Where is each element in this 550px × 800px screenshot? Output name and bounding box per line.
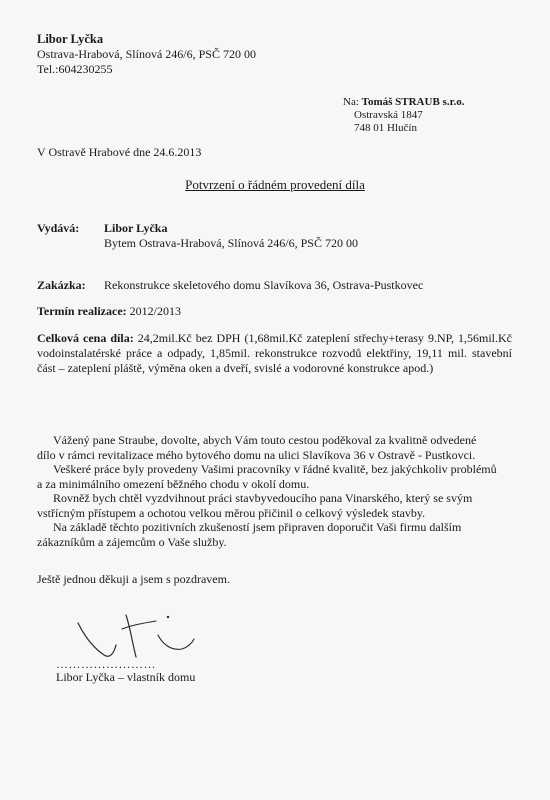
order-label: Zakázka: <box>37 278 86 292</box>
sender-name: Libor Lyčka <box>37 32 104 46</box>
term-value: 2012/2013 <box>129 304 181 318</box>
sender-phone: Tel.:604230255 <box>37 62 113 76</box>
closing-regards: Ještě jednou děkuji a jsem s pozdravem. <box>37 572 230 586</box>
handwritten-signature <box>70 605 210 665</box>
recipient-street: Ostravská 1847 <box>354 109 423 121</box>
signature-dots: …………………… <box>56 657 156 671</box>
issuer-address: Bytem Ostrava-Hrabová, Slínová 246/6, PSČ 720 00 <box>104 236 358 250</box>
term-label: Termín realizace: <box>37 304 127 318</box>
issuer-label: Vydává: <box>37 221 80 235</box>
recipient-block <box>343 96 464 135</box>
sender-address: Ostrava-Hrabová, Slínová 246/6, PSČ 720 00 <box>37 47 256 61</box>
issuer-block <box>104 221 358 251</box>
paragraph: Rovněž bych chtěl vyzdvihnout práci stavbyvedoucího pana Vinarského, který se svým vstřícným přístupem a ochotou velkou měrou přičinil o celkový výsledek stavby. <box>37 491 473 520</box>
order-value: Rekonstrukce skeletového domu Slavíkova 36, Ostrava-Pustkovec <box>104 278 424 292</box>
paragraph: Veškeré práce byly provedeny Vašimi pracovníky v řádné kvalitě, bez jakýchkoliv problémů a za minimálního omezení běžného chodu v okolí domu. <box>37 462 497 491</box>
date-line: V Ostravě Hrabové dne 24.6.2013 <box>37 145 202 159</box>
recipient-label: Na: <box>343 96 359 108</box>
term-row <box>37 304 181 319</box>
price-row <box>37 331 512 376</box>
sender-block <box>37 32 256 77</box>
recipient-name: Tomáš STRAUB s.r.o. <box>361 96 465 108</box>
signature-caption: Libor Lyčka – vlastník domu <box>56 670 196 684</box>
price-value: 24,2mil.Kč bez DPH (1,68mil.Kč zateplení střechy+terasy 9.NP, 1,56mil.Kč vodoinstalatérské práce a odpady, 1,85mil. rekonstrukce rozvodů elektřiny, 19,11 mil. stavební část – zateplení pláště, výměna oken a dveří, svislé a vodorovné konstrukce apod.) <box>37 331 512 375</box>
document-title-text: Potvrzení o řádném provedení díla <box>185 177 365 192</box>
recipient-city: 748 01 Hlučín <box>354 122 417 134</box>
price-label: Celková cena díla: <box>37 331 134 345</box>
paragraph: Vážený pane Straube, dovolte, abych Vám touto cestou poděkoval za kvalitně odvedené dílo v rámci revitalizace mého bytového domu na ulici Slavíkova 36 v Ostravě - Pustkovci. <box>37 433 477 462</box>
paragraph: Na základě těchto pozitivních zkušeností jsem připraven doporučit Vaši firmu dalším zákazníkům a zájemcům o Vaše služby. <box>37 520 462 549</box>
issuer-name: Libor Lyčka <box>104 221 168 235</box>
letter-body <box>37 433 497 549</box>
document-title <box>0 177 550 193</box>
